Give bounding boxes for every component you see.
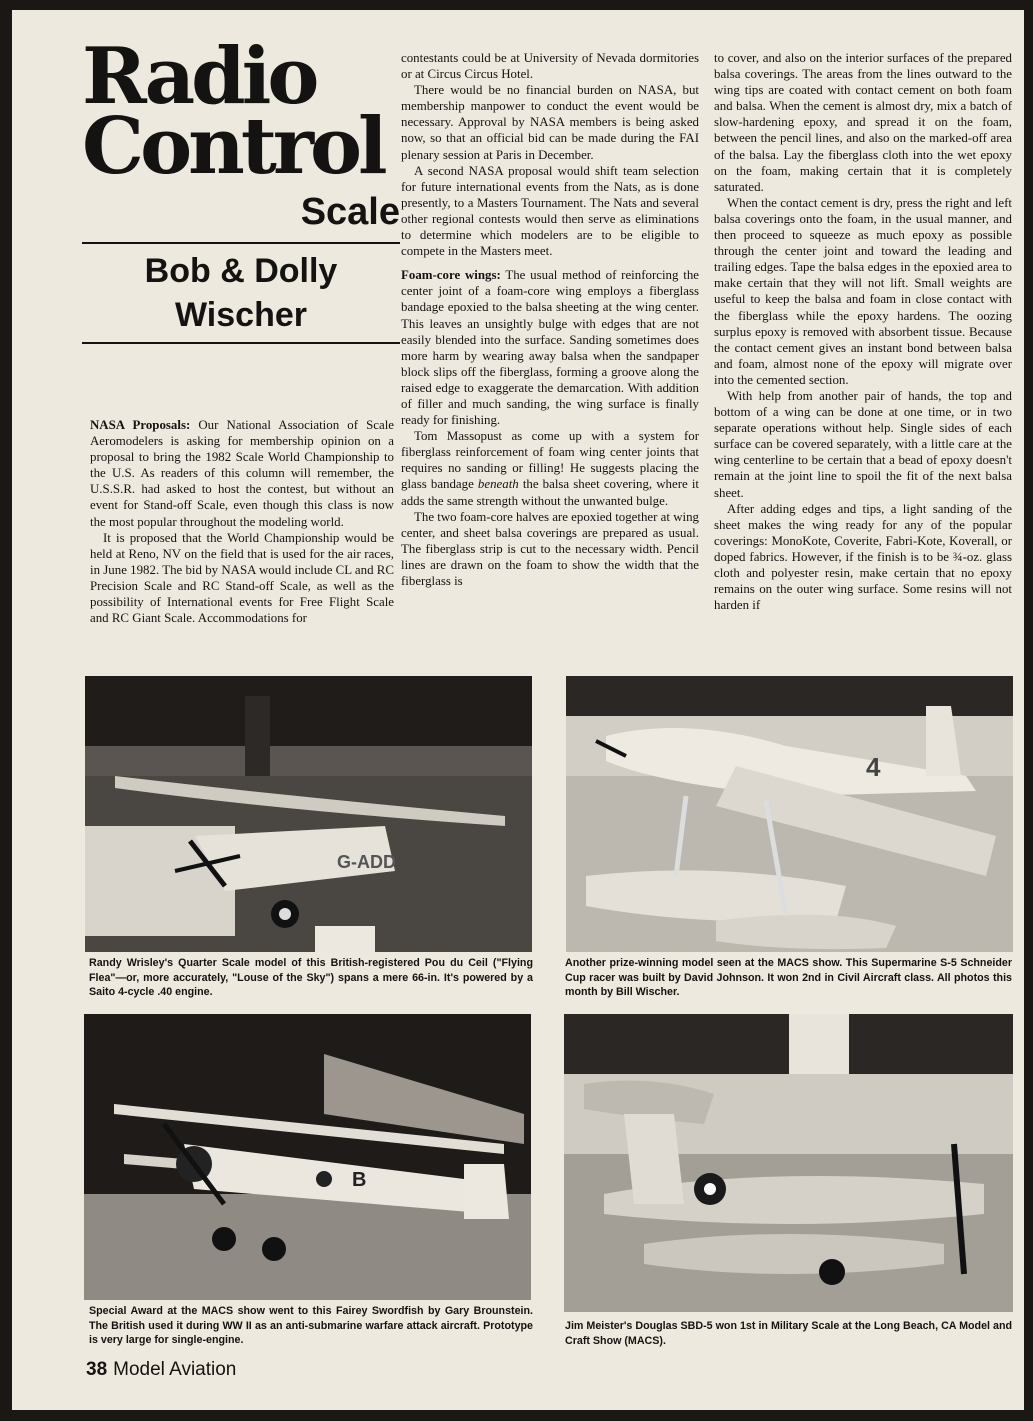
paragraph-text: the balsa sheet covering, where it adds the same strength without the unwanted bulge.	[401, 477, 699, 508]
paragraph: After adding edges and tips, a light sanding of the sheet makes the wing ready for any of the popular coverings: MonoKote, Coverite, Fabri-Kote, Koverall, or doped fabrics. However, if the finish is to be ¾-oz. glass cloth and polyester resin, make certain that no epoxy remains on the outer wing surface. Some resins will not harden if	[714, 501, 1012, 613]
paragraph	[90, 417, 394, 530]
caption-douglas-sbd5: Jim Meister's Douglas SBD-5 won 1st in Military Scale at the Long Beach, CA Model and Craft Show (MACS).	[565, 1320, 1012, 1347]
photo-flying-flea-image	[85, 676, 532, 952]
paragraph: contestants could be at University of Nevada dormitories or at Circus Circus Hotel.	[401, 51, 699, 82]
title-control: Control	[82, 101, 384, 192]
paragraph-text: Our National Association of Scale Aeromodelers is asking for membership opinion on a proposal to bring the 1982 Scale World Championship to the U.S. As readers of this column will remember, the U.S.S.R. had asked to host the contest, but without an event for Stand-off Scale, even though this class is now the most popular throughout the modeling world.	[90, 418, 394, 529]
paragraph: A second NASA proposal would shift team selection for future international events from the Nats, as is done presently, to a Masters Tournament. The Nats and several other regional contests would then serve as eliminations to determine which modelers are to be eligible to compete in the Masters meet.	[401, 163, 699, 259]
paragraph: When the contact cement is dry, press the right and left balsa coverings onto the foam, in the usual manner, and then proceed to squeeze as much epoxy as possible through the center joint and toward the leading and trailing edges. Tape the balsa edges in the epoxied area to make certain that they will not lift. Small weights are useful to keep the balsa and foam in close contact with the fiberglass while the epoxy hardens. The oozing surplus epoxy is removed with absorbent tissue. Because the contact cement gives an instant bond between balsa and foam, almost none of the epoxy will migrate over into the cemented section.	[714, 195, 1012, 387]
photo-supermarine-s5	[566, 676, 1013, 952]
byline-surname: Wischer	[175, 296, 307, 334]
photo-fairey-swordfish-image	[84, 1014, 531, 1300]
section-lead: Foam-core wings:	[401, 268, 501, 283]
paragraph-text: Tom Massopust as come up with a system for fiberglass reinforcement of foam wing center joints that requires no sanding or filling! He suggests placing the glass bandage	[401, 429, 699, 492]
title-scale: Scale	[300, 191, 400, 233]
text-column-1	[90, 417, 394, 626]
paragraph	[401, 428, 699, 508]
photo-douglas-sbd5-image	[564, 1014, 1013, 1312]
photo-flying-flea	[85, 676, 532, 952]
page-number: 38	[86, 1359, 108, 1380]
paragraph	[401, 267, 699, 428]
race-number-marking: 4	[866, 752, 881, 782]
paragraph: to cover, and also on the interior surfaces of the prepared balsa coverings. The areas from the lines outward to the wing tips are coated with contact cement on both foam and balsa. When the cement is almost dry, mix a batch of slow-hardening epoxy, and spread it on the foam, between the pencil lines, and also on the marked-off area of the balsa. Lay the fiberglass cloth into the wet epoxy on the foam, making certain that it is completely saturated.	[714, 51, 1012, 194]
column-masthead	[82, 31, 400, 352]
caption-supermarine-s5: Another prize-winning model seen at the MACS show. This Supermarine S-5 Schneider Cup racer was built by David Johnson. It won 2nd in Civil Aircraft class. All photos this month by Bill Wischer.	[565, 957, 1012, 998]
caption-fairey-swordfish: Special Award at the MACS show went to this Fairey Swordfish by Gary Brounstein. The British used it during WW II as an anti-submarine warfare attack aircraft. Prototype is very large for single-engine.	[89, 1305, 533, 1346]
paragraph-text: The usual method of reinforcing the center joint of a foam-core wing employs a fiberglass bandage epoxied to the balsa sheeting at the wing center. This leaves an unsightly bulge with edges that are not easily blended into the surface. Sanding sometimes does more harm by wearing away balsa when the sandpaper block slips off the fiberglass, forming a groove along the raised edge to exaggerate the demarcation. With addition of filler and much sanding, the wing surface is finally ready for finishing.	[401, 268, 699, 428]
title-radio: Radio	[82, 31, 316, 122]
magazine-name: Model Aviation	[113, 1359, 237, 1380]
text-column-2	[401, 50, 699, 589]
paragraph: It is proposed that the World Championship would be held at Reno, NV on the field that is used for the air races, in June 1982. The bid by NASA would include CL and RC Precision Scale and RC Stand-off Scale, as well as the possibility of International events for Free Flight Scale and RC Giant Scale. Accommodations for	[90, 530, 394, 626]
caption-flying-flea: Randy Wrisley's Quarter Scale model of this British-registered Pou du Ceil ("Flying Flea"—or, more accurately, "Louse of the Sky") spans a mere 66-in. It's powered by a Saito 4-cycle .40 engine.	[89, 957, 533, 998]
emphasis: beneath	[477, 477, 519, 492]
text-column-3	[714, 50, 1012, 613]
divider	[82, 342, 400, 344]
byline-names: Bob & Dolly	[144, 252, 338, 290]
photo-douglas-sbd5	[564, 1014, 1013, 1312]
paragraph: With help from another pair of hands, the top and bottom of a wing can be done at one time, or in two separate operations without help. Single sides of each surface can be covered separately, with a little care at the wing centerline to be certain that a bead of epoxy doesn't remain at the joint line to spoil the fit of the next balsa sheet.	[714, 388, 1012, 500]
registration-marking: G-ADD	[337, 852, 396, 872]
aircraft-marking: B	[352, 1169, 367, 1191]
divider	[82, 242, 400, 244]
magazine-page	[12, 10, 1024, 1410]
page-folio	[86, 1359, 236, 1381]
photo-supermarine-s5-image	[566, 676, 1013, 952]
section-lead: NASA Proposals:	[90, 418, 191, 432]
photo-fairey-swordfish	[84, 1014, 531, 1300]
paragraph: There would be no financial burden on NASA, but membership manpower to conduct the event would be necessary. Approval by NASA members is being asked now, so that an official bid can be made during the FAI plenary session at Paris in December.	[401, 83, 699, 162]
paragraph: The two foam-core halves are epoxied together at wing center, and sheet balsa coverings are prepared as usual. The fiberglass strip is cut to the necessary width. Pencil lines are drawn on the foam to show the width that the fiberglass is	[401, 509, 699, 588]
